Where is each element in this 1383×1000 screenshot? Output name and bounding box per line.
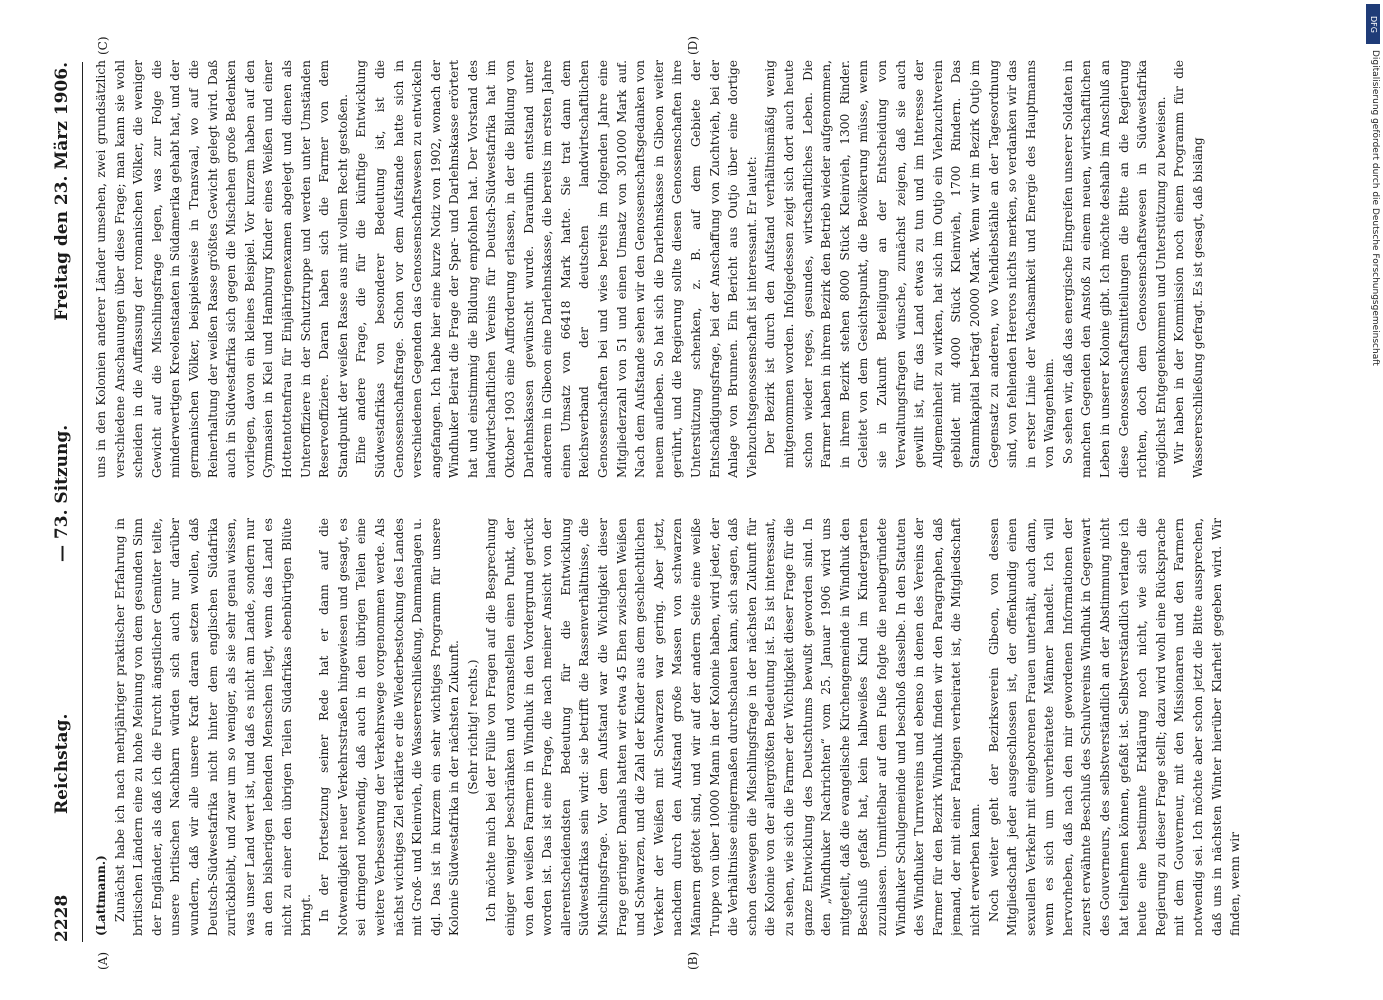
institution-name: Reichstag. [52,713,72,814]
speaker-name: (Lattmann.) [94,855,108,936]
margin-mark-d: (D) [686,36,700,55]
paragraph: Eine andere Frage, die für die künftige Entwicklung Südwestafrikas von besonderer Bedeutung ist, ist die Genossenschaftsfrage. Schon vor dem Aufstande hatte sich in verschiedenen Gegenden das Genossenschaftswesen zu entwickeln angefangen. Ich habe hier eine kurze Notiz von 1902, wonach der Windhuker Beirat die Frage der Spar- und Darlehnskasse erörtert hat und einstimmig die Bildung empfohlen hat. Der Vorstand des landwirtschaftlichen Vereins für Deutsch-Südwestafrika hat im Oktober 1903 eine Aufforderung erlassen, in der die Bildung von Darlehnskassen gewünscht wurde. Daraufhin entstand unter anderem in Gibeon eine Darlehnskasse, die bereits im ersten Jahre einen Umsatz von 66418 Mark hatte. Sie trat dann dem Reichsverband der deutschen landwirtschaftlichen Genossenschaften bei und wies bereits im folgenden Jahre eine Mitgliederzahl von 51 und einen Umsatz von 301000 Mark auf. Nach dem Aufstande sehen wir den Genossenschaftsgedanken von neuem aufleben. So hat sich die Darlehnskasse in Gibeon weiter gerührt, und die Regierung sollte diesen Genossenschaften ihre Unterstützung schenken, z. B. auf dem Gebiete der Entschädigungsfrage, bei der Anschaffung von Zuchtvieh, bei der Anlage von Brunnen. Ein Bericht aus Outjo über eine dortige Viehzuchtsgenossenschaft ist interessant. Er lautet: [354,60,759,478]
paragraph: Zunächst habe ich nach mehrjähriger praktischer Erfahrung in britischen Ländern eine zu hohe Meinung von dem gesunden Sinn der Engländer, als daß ich die Furcht ängstlicher Gemüter teilte, unsere britischen Nachbarn würden sich auch nur darüber wundern, daß wir alle unsere Kraft daran setzen wollen, daß Deutsch-Südwestafrika nicht hinter dem englischen Südafrika zurückbleibt, und zwar um so weniger, als sie sehr genau wissen, was unser Land wert ist, und daß es nicht am Lande, sondern nur an den bisherigen lebenden Menschen liegt, wenn das Land es nicht zu einer den übrigen Teilen Südafrikas ebenbürtigen Blüte bringt. [112,518,313,936]
text-column-right [92,60,1292,478]
paragraph: Noch weiter geht der Bezirksverein Gibeon, von dessen Mitgliedschaft jeder ausgeschlossen ist, der offenkundig einen sexuellen Verkehr mit eingeborenen Frauen unterhält, auch dann, wenn es sich um unverheiratete Männer handelt. Ich will hervorheben, daß nach den mir gewordenen Informationen der zuerst erwähnte Beschluß des Schulvereins Windhuk in Gegenwart des Gouverneurs, des selbstverständlich an der Abstimmung nicht hat teilnehmen können, gefaßt ist. Selbstverständlich verlange ich heute eine bestimmte Erklärung noch nicht, wie sich die Regierung zu dieser Frage stellt; dazu wird wohl eine Rücksprache mit dem Gouverneur, mit den Missionaren und den Farmern notwendig sei. Ich möchte aber schon jetzt die Bitte aussprechen, daß uns in nächsten Winter hierüber Klarheit gegeben wird. Wir finden, wenn wir [986,518,1243,936]
paragraph: Ich möchte mich bei der Fülle von Fragen auf die Besprechung einiger weniger beschränken und voranstellen einen Punkt, der von den weißen Farmern in Windhuk in den Vordergrund gerückt worden ist. Das ist eine Frage, die nach meiner Ansicht von der allerentscheidendsten Bedeutung für die Entwicklung Südwestafrikas sein wird: sie betrifft die Rassenverhältnisse, die Mischlingsfrage. Vor dem Aufstand war die Wichtigkeit dieser Frage geringer. Damals hatten wir etwa 45 Ehen zwischen Weißen und Schwarzen, und die Zahl der Kinder aus dem geschlechtlichen Verkehr der Weißen mit Schwarzen war gering. Aber jetzt, nachdem durch den Aufstand große Massen von schwarzen Männern getötet sind, und wir auf der andern Seite eine weiße Truppe von über 10000 Mann in der Kolonie haben, wird jeder, der die Verhältnisse einigermaßen durchschauen kann, sich sagen, daß schon deswegen die Mischlingsfrage in der nächsten Zukunft für die Kolonie von der allergrößten Bedeutung ist. Es ist interessant, zu sehen, wie sich die Farmer der Wichtigkeit dieser Frage für die ganze Entwicklung des Deutschtums bewußt geworden sind. In den „Windhuker Nachrichten“ vom 25. Januar 1906 wird uns mitgeteilt, daß die evangelische Kirchengemeinde in Windhuk den Beschluß gefaßt hat, kein halbweißes Kind im Kindergarten zuzulassen. Unmittelbar auf dem Fuße folgte die neubegründete Windhuker Schulgemeinde und beschloß dasselbe. In den Statuten des Windhuker Turnvereins und ebenso in denen des Vereins der Farmer für den Bezirk Windhuk finden wir den Paragraphen, daß jemand, der mit einer Farbigen verheiratet ist, die Mitgliedschaft nicht erwerben kann. [484,518,982,936]
dfg-logo: DFG [1366,4,1380,44]
text-column-left [92,518,1292,936]
paragraph: uns in den Kolonien anderer Länder umsehen, zwei grundsätzlich verschiedene Anschauungen über diese Frage; man kann sie wohl scheiden in die Auffassung der romanischen Völker, die weniger Gewicht auf die Mischlingsfrage legen, was zur Folge die minderwertigen Kreolenstaaten in Südamerika gehabt hat, und der germanischen Völker, beispielsweise in Transvaal, wo auf die Reinerhaltung der weißen Rasse größtes Gewicht gelegt wird. Daß auch in Südwestafrika sich gegen die Mischehen große Bedenken vorliegen, davon ein kleines Beispiel. Vor kurzem haben auf den Gymnasien in Kiel und Hamburg Kinder eines Weißen und einer Hottentottenfrau für Einjährigenexamen abgelegt und dienen als Unteroffiziere in der Schutztruppe und werden unter Umständen Reserveoffiziere. Daran haben sich die Farmer von dem Standpunkt der weißen Rasse aus mit vollem Recht gestoßen. [94,60,350,478]
paragraph: Wir haben in der Kommission noch einem Programm für die Wassererschließung gefragt. Es ist gesagt, daß bisläng [1172,60,1206,478]
page-number: 2228 [52,894,72,942]
page-header [52,62,76,942]
header-rule [82,62,83,942]
session-date: Freitag den 23. März 1906. [52,62,72,321]
funding-notice: Digitalisierung gefördert durch die Deutsche Forschungsgemeinschaft [1370,50,1380,366]
paragraph: So sehen wir, daß das energische Eingreifen unserer Soldaten in manchen Gegenden den Anstoß zu einem neuen, wirtschaftlichen Leben in unserer Kolonie gibt. Ich möchte deshalb im Anschluß an diese Genossenschaftsmitteilungen die Bitte an die Regierung richten, doch dem Genossenschaftswesen in Südwestafrika möglichst Entgegenkommen und Unterstützung zu beweisen. [1060,60,1168,478]
applause-note: (Sehr richtig! rechts.) [465,659,480,795]
margin-mark-c: (C) [96,36,110,55]
session-label: — 73. Sitzung. [52,424,72,562]
quoted-report: Der Bezirk ist durch den Aufstand verhältnismäßig wenig mitgenommen worden. Infolgedessen zeigt sich dort auch heute schon wieder reges, gesundes, wirtschaftliches Leben. Die Farmer haben in ihrem Bezirk den Betrieb wieder aufgenommen, in ihrem Bezirk stehen 8000 Stück Kleinvieh, 1300 Rinder. Geleitet von dem Gesichtspunkt, die Bevölkerung müsse, wenn sie in Zukunft Beteiligung an der Entscheidung von Verwaltungsfragen wünsche, zunächst zeigen, daß sie auch gewillt ist, für das Land etwas zu tun und im Interesse der Allgemeinheit zu wirken, hat sich im Outjo ein Viehzuchtverein gebildet mit 4000 Stück Kleinvieh, 1700 Rindern. Das Stammkapital beträgt 20000 Mark. Wenn wir im Bezirk Outjo im Gegensatz zu anderen, wo Viehdiebstähle an der Tagesordnung sind, von fehlenden Hereros nichts merken, so verdanken wir das in erster Linie der Wachsamkeit und Energie des Hauptmanns von Wangenheim. [763,60,1057,468]
paragraph: In der Fortsetzung seiner Rede hat er dann auf die Notwendigkeit neuer Verkehrsstraßen hingewiesen und gesagt, es sei dringend notwendig, daß auch in den übrigen Teilen eine weitere Verbesserung der Verkehrswege vorgenommen werde. Als nächst wichtiges Ziel erklärte er die Wiederbestockung des Landes mit Groß- und Kleinvieh, die Wassererschließung, Dammanlagen u. dgl. Das ist in kurzem ein sehr wichtiges Programm für unsere Kolonie Südwestafrika in der nächsten Zukunft. [317,518,462,936]
margin-mark-b: (B) [686,951,700,970]
margin-mark-a: (A) [96,951,110,970]
